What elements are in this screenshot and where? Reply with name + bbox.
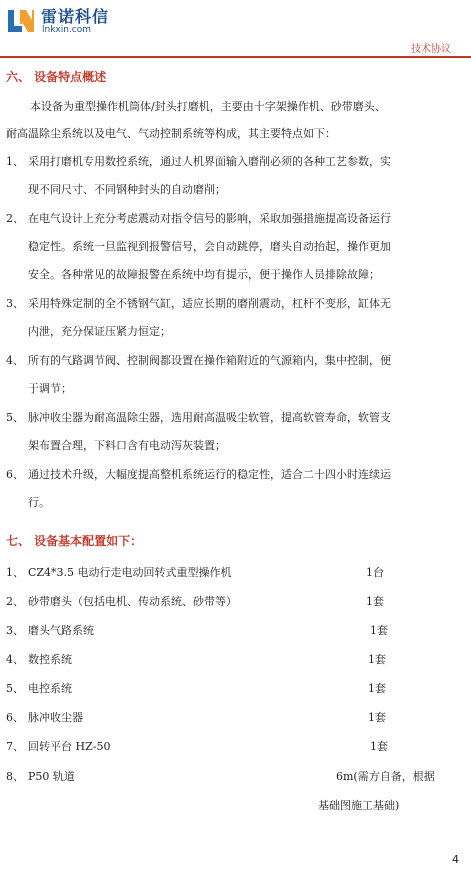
config-quantity: 1套 [368,711,386,724]
header-divider [0,56,471,58]
company-logo-icon [6,6,36,36]
list-item-text: 采用特殊定制的全不锈钢气缸，适应长期的磨削震动，杠杆不变形，缸体无 [28,297,391,310]
config-item-name: 电控系统 [28,682,72,695]
config-quantity: 1台 [366,566,384,579]
config-number: 4、 [6,653,24,666]
config-row [0,564,471,580]
config-item-name: CZ4*3.5 电动行走电动回转式重型操作机 [28,566,232,579]
page-header [0,0,471,56]
config-row [0,593,471,609]
config-quantity: 1套 [368,682,386,695]
page-number: 4 [452,853,459,866]
config-number: 5、 [6,682,24,695]
config-item-name: 回转平台 HZ-50 [28,740,111,753]
config-number: 1、 [6,566,24,579]
list-item-text: 内泄，充分保证压紧力恒定； [28,325,171,338]
list-item-number: 4、 [6,354,24,367]
config-number: 2、 [6,595,24,608]
config-quantity: 6m(需方自备，根据 [336,770,435,783]
config-item-name: 脉冲收尘器 [28,711,83,724]
config-row [0,738,471,754]
config-quantity-note: 基础图施工基础) [318,799,400,812]
config-quantity: 1套 [370,740,388,753]
config-number: 3、 [6,624,24,637]
list-item-text: 现不同尺寸、不同钢种封头的自动磨削； [28,183,226,196]
list-item-number: 2、 [6,212,24,225]
config-quantity: 1套 [366,595,384,608]
config-number: 6、 [6,711,24,724]
config-row [0,680,471,696]
intro-line: 耐高温除尘系统以及电气、气动控制系统等构成，其主要特点如下： [6,127,336,140]
config-row [0,709,471,725]
section-title-features: 六、 设备特点概述 [6,70,107,84]
company-url: lnkxin.com [42,25,92,35]
config-quantity: 1套 [368,653,386,666]
list-item-text: 安全。各种常见的故障报警在系统中均有提示，便于操作人员排除故障； [28,268,380,281]
section-title-configuration: 七、 设备基本配置如下： [6,534,143,548]
config-number: 7、 [6,740,24,753]
list-item-text: 行。 [28,496,50,509]
config-row-continuation [0,797,471,813]
document-type: 技术协议 [411,44,451,55]
list-item-text: 采用打磨机专用数控系统，通过人机界面输入磨削必须的各种工艺参数，实 [28,155,391,168]
config-item-name: 磨头气路系统 [28,624,94,637]
list-item-number: 5、 [6,411,24,424]
config-item-name: P50 轨道 [28,770,75,783]
list-item-text: 在电气设计上充分考虑震动对指令信号的影响，采取加强措施提高设备运行 [28,212,391,225]
list-item-number: 6、 [6,468,24,481]
list-item-text: 架布置合理，下料口含有电动泻灰装置； [28,439,226,452]
config-item-name: 数控系统 [28,653,72,666]
config-row [0,651,471,667]
config-item-name: 砂带磨头（包括电机、传动系统、砂带等） [28,595,237,608]
list-item-text: 稳定性。系统一旦监视到报警信号，会自动跳停，磨头自动抬起，操作更加 [28,240,391,253]
list-item-text: 脉冲收尘器为耐高温除尘器，选用耐高温吸尘软管，提高软管寿命，软管支 [28,411,391,424]
list-item-text: 所有的气路调节阀、控制阀都设置在操作箱附近的气源箱内，集中控制，便 [28,354,391,367]
config-row [0,622,471,638]
config-number: 8、 [6,770,24,783]
config-quantity: 1套 [370,624,388,637]
config-row [0,768,471,784]
intro-line: 本设备为重型操作机筒体/封头打磨机，主要由十字架操作机、砂带磨头、 [30,100,386,113]
list-item-text: 通过技术升级，大幅度提高整机系统运行的稳定性，适合二十四小时连续运 [28,468,391,481]
list-item-number: 1、 [6,155,24,168]
list-item-text: 于调节； [28,382,72,395]
company-name: 雷诺科信 [41,7,110,26]
list-item-number: 3、 [6,297,24,310]
